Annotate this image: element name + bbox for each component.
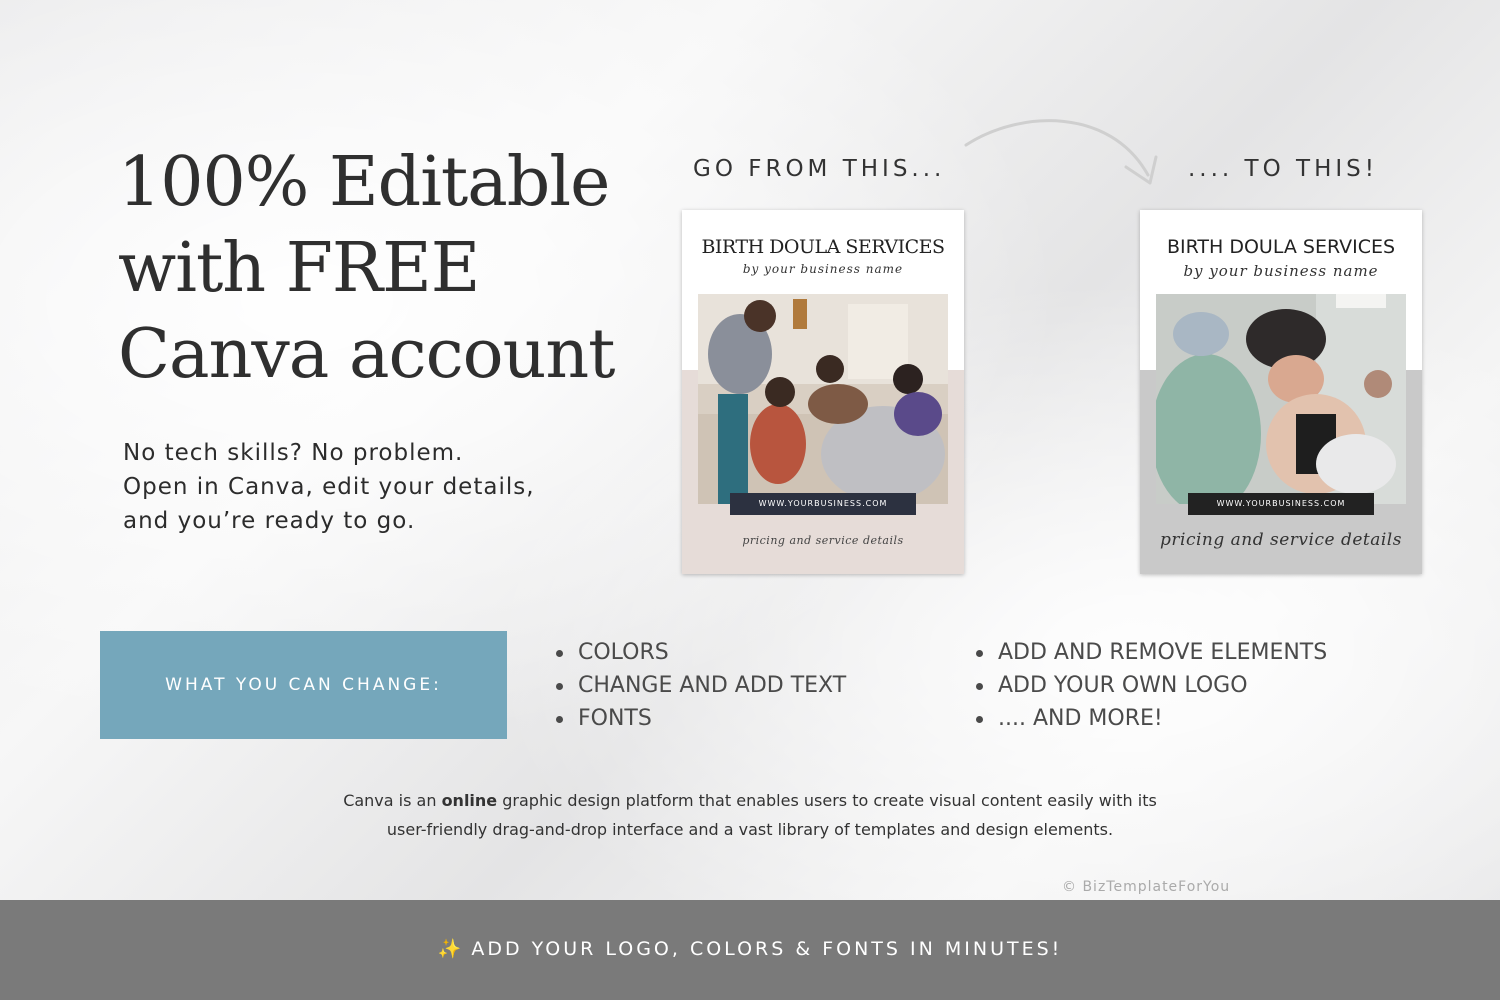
after-flyer-card [1140,210,1422,574]
description-line-1 [250,786,1250,815]
curved-arrow-icon [960,115,1170,195]
list-item: FONTS [554,702,846,735]
sparkles-icon: ✨ [437,938,462,960]
flyer-title: BIRTH DOULA SERVICES [1166,236,1396,258]
headline-line-1: 100% Editable [118,143,610,222]
flyer-pricing: pricing and service details [1160,530,1402,550]
canva-description [250,786,1250,844]
footer-banner [0,900,1500,1000]
headline-line-3: Canva account [118,315,615,394]
flyer-byline: by your business name [1183,262,1379,280]
flyer-pricing: pricing and service details [742,534,904,547]
flyer-title: BIRTH DOULA SERVICES [701,236,945,258]
flyer-url-bar: WWW.YOURBUSINESS.COM [1188,493,1374,515]
headline [118,140,678,398]
before-flyer-card [682,210,964,574]
flyer-photo [698,294,948,504]
subtext-line-2: Open in Canva, edit your details, [123,474,535,500]
flyer-byline: by your business name [742,262,904,276]
description-line-2: user-friendly drag-and-drop interface and a vast library of templates and design elements. [386,820,1114,839]
description-bold: online [441,791,498,810]
flyer-url-bar: WWW.YOURBUSINESS.COM [730,493,916,515]
description-text: graphic design platform that enables users to create visual content easily with its [497,791,1157,810]
subtext [123,436,643,538]
subtext-line-1: No tech skills? No problem. [123,440,464,466]
what-you-can-change-label: WHAT YOU CAN CHANGE: [100,631,507,739]
footer-text: ADD YOUR LOGO, COLORS & FONTS IN MINUTES! [471,938,1063,960]
to-label: .... TO THIS! [1188,156,1378,182]
list-item: ADD YOUR OWN LOGO [974,669,1327,702]
list-item: CHANGE AND ADD TEXT [554,669,846,702]
headline-line-2: with FREE [118,229,480,308]
flyer-photo [1156,294,1406,504]
list-item: ADD AND REMOVE ELEMENTS [974,636,1327,669]
list-item: .... AND MORE! [974,702,1327,735]
change-list-column-1 [554,636,846,735]
from-label: GO FROM THIS... [693,156,946,182]
subtext-line-3: and you’re ready to go. [123,508,416,534]
description-text: Canva is an [343,791,442,810]
list-item: COLORS [554,636,846,669]
change-list-column-2 [974,636,1327,735]
copyright: © BizTemplateForYou [1062,879,1231,895]
